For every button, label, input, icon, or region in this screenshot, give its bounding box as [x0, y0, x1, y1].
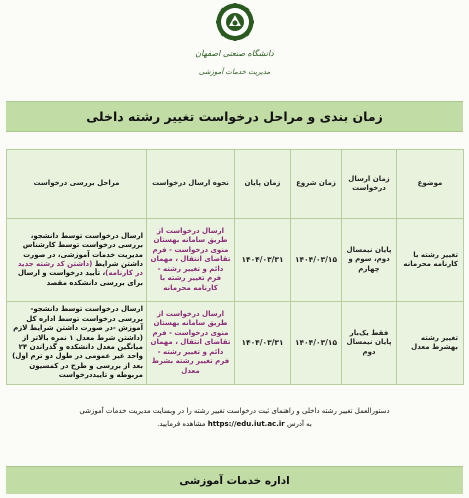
university-seal-icon: [215, 2, 255, 42]
website-link[interactable]: https://edu.iut.ac.ir: [207, 420, 285, 429]
cell-end-date: ۱۴۰۴/۰۳/۳۱: [235, 219, 291, 302]
stages-text: ارسال درخواست توسط دانشجو، بررسی درخواست توسط کارشناس مدیریت خدمات آموزشی، در صورت داشتن شرایط: [22, 231, 143, 268]
stages-text-end: ، تأیید درخواست و ارسال برای بررسی دانشکده مقصد: [17, 269, 143, 287]
cell-end-date: ۱۴۰۴/۰۳/۳۱: [235, 302, 291, 385]
column-header-stages: مراحل بررسی درخواست: [7, 150, 147, 219]
footer-note-suffix: مشاهده فرمایید.: [157, 420, 208, 429]
cell-start-date: ۱۴۰۴/۰۳/۱۵: [291, 219, 342, 302]
footer-note: [8, 405, 461, 432]
cell-send-time: پایان نیمسال دوم، سوم و چهارم: [342, 219, 397, 302]
page-title: زمان بندی و مراحل درخواست تغییر رشته داخلی: [86, 109, 383, 124]
column-header-method: نحوه ارسال درخواست: [147, 150, 235, 219]
footer-note-line-2: [8, 418, 461, 431]
cell-stages: [7, 219, 147, 302]
column-header-end: زمان پایان: [235, 150, 291, 219]
cell-method: ارسال درخواست از طریق سامانه بهستان منوی درخواست - فرم تقاضای انتقال ، مهمان دائم و تغییر رشته - فرم تغییر رشته بشرط معدل: [147, 302, 235, 385]
table-header-row: [7, 150, 464, 219]
department-name: مدیریت خدمات آموزشی: [198, 68, 271, 76]
column-header-start: زمان شروع: [291, 150, 342, 219]
schedule-table: [6, 149, 464, 385]
title-bar: [6, 101, 463, 132]
office-name: اداره خدمات آموزشی: [179, 474, 290, 487]
cell-start-date: ۱۴۰۴/۰۳/۱۵: [291, 302, 342, 385]
cell-send-time: فقط یک‌بار پایان نیمسال دوم: [342, 302, 397, 385]
university-name: دانشگاه صنعتی اصفهان: [195, 49, 274, 58]
cell-method: ارسال درخواست از طریق سامانه بهستان منوی درخواست - فرم تقاضای انتقال ، مهمان دائم و تغییر رشته - فرم تغییر رشته با کارنامه محرمانه: [147, 219, 235, 302]
cell-topic: تغییر رشته با کارنامه محرمانه: [397, 219, 464, 302]
column-header-send-time: زمان ارسال درخواست: [342, 150, 397, 219]
cell-stages: ارسال درخواست توسط دانشجو- بررسی درخواست توسط اداره کل آموزش -در صورت داشتن شرایط لازم (داشتن شرط معدل ۱ نمره بالاتر از میانگین معدل دانشکده و گذراندن ۲۴ واحد غیر عمومی در طول دو ترم اول) بعد از بررسی و طرح در کمسیون مربوطه و تاییددرخواست: [7, 302, 147, 385]
bottom-bar: [6, 466, 463, 494]
table-row: [7, 302, 464, 385]
footer-note-line-1: دستورالعمل تغییر رشته داخلی و راهنمای ثبت درخواست تغییر رشته را در وبسایت مدیریت خدمات آموزشی: [79, 407, 390, 415]
footer-note-prefix: به آدرس: [284, 420, 312, 429]
column-header-topic: موضوع: [397, 150, 464, 219]
cell-topic: تغییر رشته بهشرط معدل: [397, 302, 464, 385]
table-row: [7, 219, 464, 302]
stages-highlight: (داشتن کد رشته جدید در کارنامه): [17, 260, 143, 278]
header: [0, 2, 469, 94]
